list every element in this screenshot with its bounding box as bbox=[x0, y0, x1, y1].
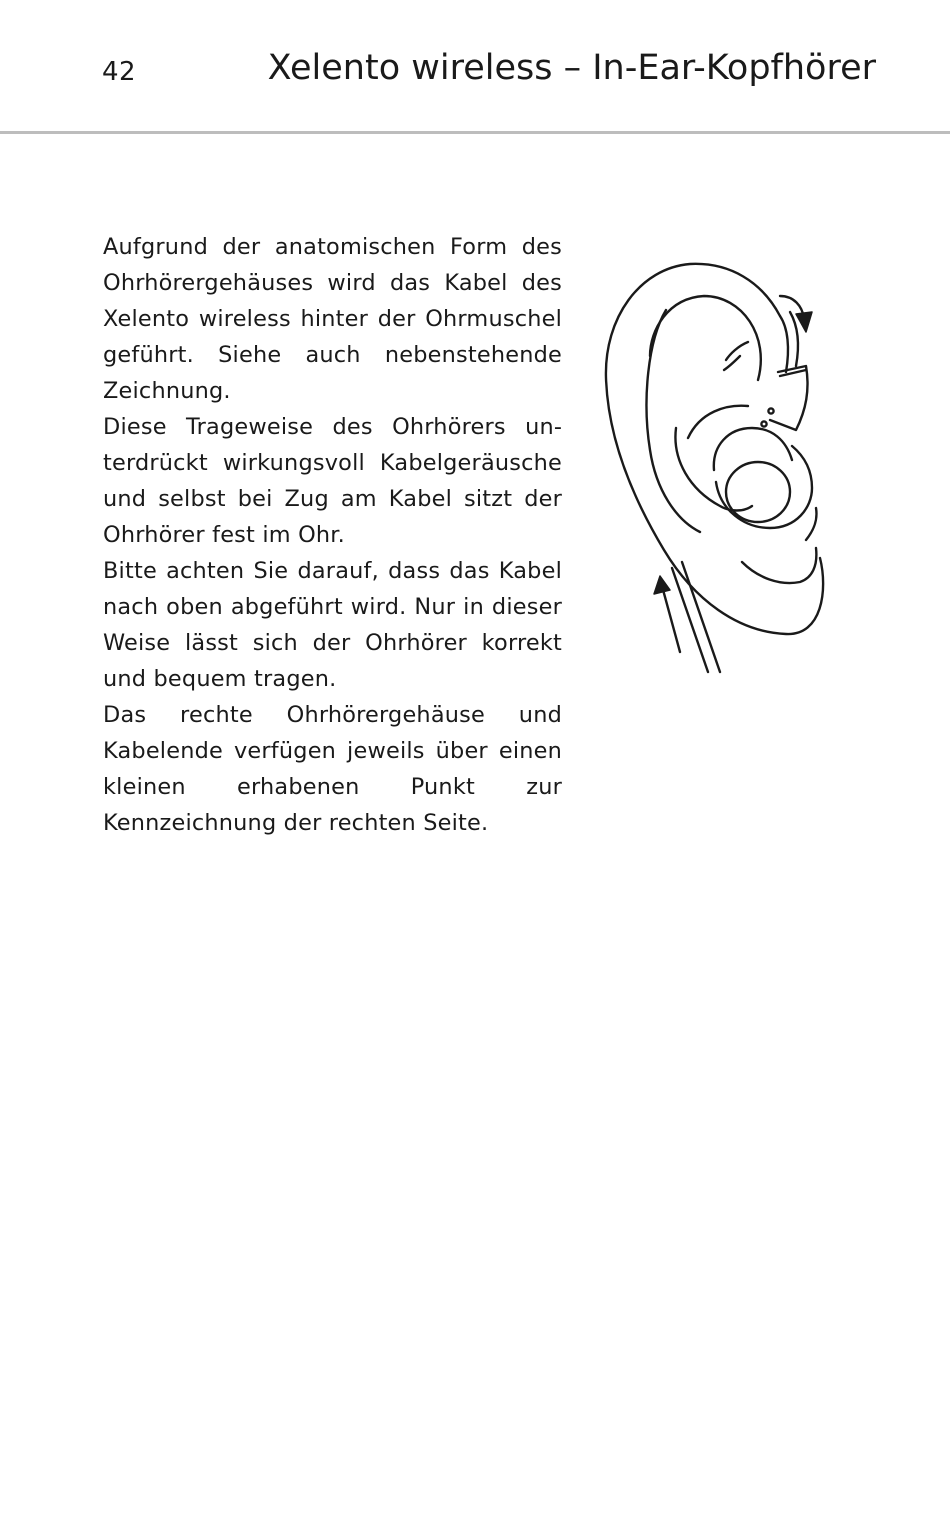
right-side-dot-icon bbox=[768, 408, 773, 413]
ear-antihelix-fold bbox=[647, 310, 700, 532]
paragraph-cable-routing: Aufgrund der anatomischen Form des Ohrhörergehäuses wird das Kabel des Xelento wireless hinter der Ohrmuschel geführt. Siehe auch nebenstehende Zeichnung. bbox=[103, 234, 562, 404]
ear-illustration bbox=[600, 256, 836, 676]
body-text bbox=[103, 229, 562, 841]
right-side-dot-icon-2 bbox=[761, 421, 766, 426]
page-number: 42 bbox=[102, 57, 137, 87]
page-header bbox=[0, 0, 950, 134]
upward-arrow-icon bbox=[662, 586, 680, 652]
ear-tragus bbox=[806, 508, 817, 540]
ear-outline bbox=[606, 264, 823, 634]
ear-crus bbox=[688, 406, 748, 438]
cable-over-ear bbox=[780, 316, 788, 372]
paragraph-right-side-marker: Das rechte Ohrhörergehäuse und Kabelende verfügen jeweils über einen kleinen erhabenen Punkt zur Kennzeichnung der rechten Seite. bbox=[103, 702, 562, 836]
cable-over-ear-2 bbox=[790, 312, 798, 366]
ear-lobe bbox=[742, 548, 816, 583]
earphone-eartip bbox=[726, 462, 790, 522]
paragraph-cable-upward: Bitte achten Sie darauf, dass das Kabel nach oben abgeführt wird. Nur in dieser Weise lässt sich der Ohrhörer korrekt und bequem tragen. bbox=[103, 558, 562, 692]
earphone-housing-lower bbox=[716, 446, 812, 528]
earphone-stem bbox=[770, 366, 808, 430]
page-title: Xelento wireless – In-Ear-Kopfhörer bbox=[267, 48, 876, 88]
earphone-housing bbox=[714, 428, 792, 470]
ear-antihelix bbox=[650, 296, 761, 380]
paragraph-wearing-style: Diese Trageweise des Ohrhörers unterdrückt wirkungsvoll Kabelgeräusche und selbst bei Zug am Kabel sitzt der Ohrhörer fest im Ohr. bbox=[103, 414, 562, 548]
